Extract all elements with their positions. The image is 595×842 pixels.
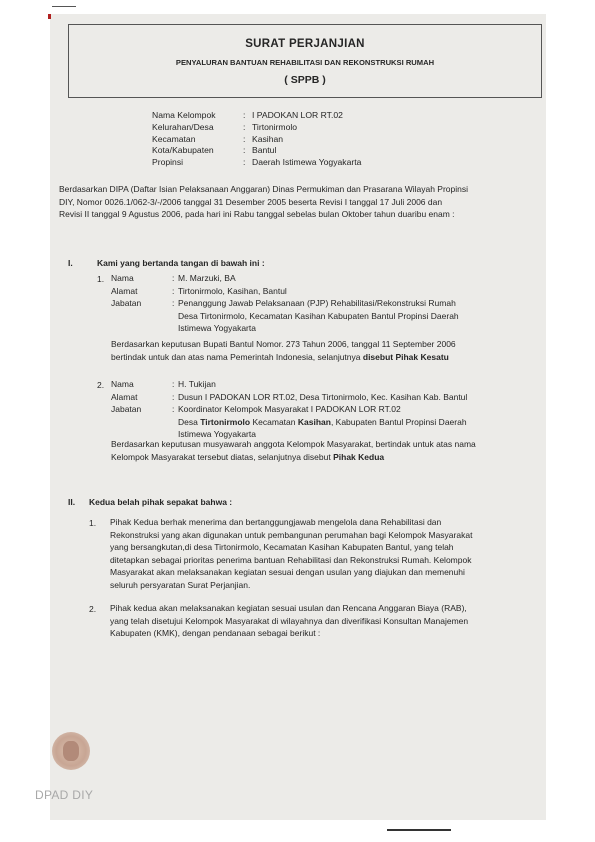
item-number: 1. <box>89 518 97 528</box>
party2-name: H. Tukijan <box>178 379 216 389</box>
watermark: DPAD DIY <box>35 788 94 802</box>
party1-role: disebut Pihak Kesatu <box>362 351 449 362</box>
party-colons: : : : <box>172 273 175 308</box>
section-number: II. <box>68 497 76 507</box>
info-value: Daerah Istimewa Yogyakarta <box>252 157 362 168</box>
document-title: SURAT PERJANJIAN <box>245 38 365 50</box>
info-label: Kota/Kabupaten <box>152 145 214 156</box>
item-number: 2. <box>89 604 97 614</box>
party-colons: : : : <box>172 379 175 414</box>
party1-address: Tirtonirmolo, Kasihan, Bantul <box>178 285 287 296</box>
info-value: Tirtonirmolo <box>252 121 298 132</box>
party1-position: Penanggung Jawab Pelaksanaan (PJP) Rehabilitasi/Rekonstruksi Rumah <box>178 298 456 308</box>
party2-position: Koordinator Kelompok Masyarakat I PADOKAN LOR RT.02 <box>178 404 401 414</box>
info-value: Kasihan <box>252 133 284 144</box>
party1-basis: Berdasarkan keputusan Bupati Bantul Nomor. 273 Tahun 2006, tanggal 11 September 2006 bertindak untuk dan atas nama Pemerintah Indonesia, selanjutnya disebut Pihak Kesatu <box>111 339 456 362</box>
archive-seal-icon <box>52 732 90 770</box>
party2-basis: Berdasarkan keputusan musyawarah anggota Kelompok Masyarakat, bertindak untuk atas nama Kelompok Masyarakat tersebut diatas, selanjutnya disebut Pihak Kedua <box>111 439 476 462</box>
red-mark <box>48 14 51 19</box>
agreement-item-2: Pihak kedua akan melaksanakan kegiatan sesuai usulan dan Rencana Anggaran Biaya (RAB), yang telah disetujui Kelompok Masyarakat di wilayahnya dan diverifikasi Konsultan Manajemen Kabupaten (KMK), dengan pendanaan sebagai berikut : <box>110 603 469 638</box>
bottom-rule <box>387 829 451 831</box>
party2-address: Dusun I PADOKAN LOR RT.02, Desa Tirtonirmolo, Kec. Kasihan Kab. Bantul <box>178 391 468 402</box>
agreement-item-1: Pihak Kedua berhak menerima dan bertanggungjawab mengelola dana Rehabilitasi dan Rekonstruksi yang akan digunakan untuk pembangunan perumahan bagi Kelompok Masyarakat yang bersangkutan,di desa Tirtonirmolo, Kecamatan Kasihan Kabupaten Bantul, yang telah ditetapkan sebagai prioritas penerima bantuan Rehabilitasi dan Rekonstruksi Rumah. Kelompok Masyarakat akan melaksanakan kegiatan sesuai dengan usulan yang diajukan dan memenuhi seluruh persyaratan Surat Perjanjian. <box>110 517 473 590</box>
section-heading: Kami yang bertanda tangan di bawah ini : <box>97 258 265 268</box>
title-box <box>68 24 542 98</box>
document-subtitle: PENYALURAN BANTUAN REHABILITASI DAN REKONSTRUKSI RUMAH <box>175 58 435 67</box>
info-label: Kelurahan/Desa <box>152 121 214 132</box>
info-label: Kecamatan <box>152 133 196 144</box>
document-code: ( SPPB ) <box>284 74 326 86</box>
party-number: 2. <box>97 380 105 390</box>
scan-edge-mark <box>52 6 76 7</box>
info-value: I PADOKAN LOR RT.02 <box>252 110 343 120</box>
party2-role: Pihak Kedua <box>333 451 385 462</box>
info-label: Propinsi <box>152 157 184 168</box>
party-number: 1. <box>97 274 105 284</box>
party-labels: Nama Alamat Jabatan <box>111 379 142 414</box>
section-heading: Kedua belah pihak sepakat bahwa : <box>89 497 233 507</box>
party-labels: Nama Alamat Jabatan <box>111 273 142 308</box>
info-label: Nama Kelompok <box>152 110 216 120</box>
party1-details: M. Marzuki, BA Tirtonirmolo, Kasihan, Bantul Penanggung Jawab Pelaksanaan (PJP) Rehabilitasi/Rekonstruksi Rumah Desa Tirtonirmolo, Kecamatan Kasihan Kabupaten Bantul Propinsi Daerah Istimewa Yogyakarta <box>178 272 528 335</box>
party2-details: H. Tukijan Dusun I PADOKAN LOR RT.02, Desa Tirtonirmolo, Kec. Kasihan Kab. Bantul Koordinator Kelompok Masyarakat I PADOKAN LOR RT.02 Desa Tirtonirmolo Kecamatan Kasihan, Kabupaten Bantul Propinsi Daerah Istimewa Yogyakarta <box>178 378 538 441</box>
preamble: Berdasarkan DIPA (Daftar Isian Pelaksanaan Anggaran) Dinas Permukiman dan Prasarana Wilayah Propinsi DIY, Nomor 0026.1/062-3/-/2006 tanggal 31 Desember 2005 beserta Revisi I tanggal 17 Juli 2006 dan Revisi II tanggal 9 Agustus 2006, pada hari ini Rabu tanggal sebelas bulan Oktober tahun duaribu enam : <box>59 184 468 219</box>
info-value: Bantul <box>252 145 277 156</box>
section-number: I. <box>68 258 73 268</box>
party1-name: M. Marzuki, BA <box>178 273 236 283</box>
